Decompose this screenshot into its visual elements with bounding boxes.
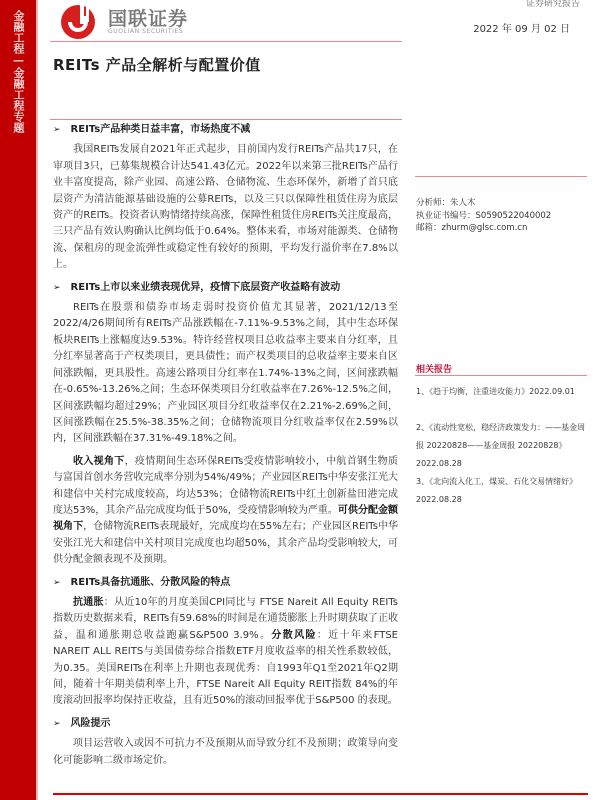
related-report-item[interactable]: 1、《趋于均衡，注重进攻能力》2022.09.01 <box>416 387 575 396</box>
paragraph <box>53 142 398 273</box>
paragraph <box>53 736 398 769</box>
section-heading: REITs产品种类日益丰富，市场热度不减 <box>70 124 251 135</box>
page-title: REITs 产品全解析与配置价值 <box>53 56 261 74</box>
analyst-divider <box>415 176 587 177</box>
paragraph-text: ：近十年来FTSE NAREIT ALL REITS与美国债券综合指数ETF月度收益率的相关性系数较低，为0.35。美国REITs在利率上升期也表现优秀：自1993年Q1至2021年Q2期间，随着十年期美债利率上升，FTSE Nareit All Equity REIT指数 84%的年度滚动回报率均保持正收益，且有近50%的滚动回报率优于S&P500 的表现。 <box>53 629 398 707</box>
analyst-email[interactable]: zhurm@glsc.com.cn <box>441 223 528 233</box>
analyst-label: 分析师： <box>416 198 451 208</box>
footer-divider <box>53 793 588 795</box>
paragraph-text: 项目运营收入或因不可抗力不及预期从而导致分红不及预期；政策导向变化可能影响二级市场定价。 <box>53 738 398 766</box>
arrow-bullet-icon: ➢ <box>53 125 61 135</box>
bold-lead: 分散风险 <box>271 629 317 641</box>
paragraph-text: 我国REITs发展自2021年正式起步，目前国内发行REITs产品共17只，在审项目3只，已募集规模合计达541.43亿元。2022年以来第三批REITs产品行业丰富度提高，除产业园、高速公路、仓储物流、生态环保外，新增了首只底层资产为清洁能源基础设施的公募REITs，以及三只以保障性租赁住房为底层资产的REITs。投资者认购情绪持续高涨，保障性租赁住房REITs关注度最高，三只产品有效认购确认比例均低于0.64%。整体来看，市场对能源类、仓储物流、保租房的现金流弹性或稳定性有较好的预期，平均发行溢价率在7.8%以上。 <box>53 144 398 271</box>
report-type: 证券研究报告 <box>525 0 580 9</box>
arrow-bullet-icon: ➢ <box>53 577 61 588</box>
section-heading: REITs上市以来业绩表现优异，疫情下底层资产收益略有波动 <box>70 281 341 293</box>
header-divider <box>50 41 402 42</box>
arrow-bullet-icon: ➢ <box>53 282 61 293</box>
sidebar-band <box>0 0 38 800</box>
related-report-item[interactable]: 3、《北向流入化工，煤炭、石化交易情绪好》2022.08.28 <box>416 477 578 504</box>
logo-icon <box>58 0 102 40</box>
bold-lead: 可供分配金额视角下 <box>53 504 399 533</box>
section <box>53 716 398 769</box>
related-divider <box>415 375 587 376</box>
analyst-info <box>416 197 588 235</box>
paragraph <box>53 300 398 448</box>
paragraph <box>53 454 398 569</box>
section <box>53 122 398 274</box>
paragraph-text: REITs在股票和债券市场走弱时投资价值尤其显著，2021/12/13至2022/4/26期间所有REITs产品涨跌幅在-7.11%-9.53%之间，其中生态环保板块REITs上涨幅度达9.53%。特许经营权项目总收益率主要来自分红率，且分红率显著高于产权类项目，更具债性；而产权类项目的总收益率主要来自区间涨跌幅，更具股性。高速公路项目分红率在1.74%-13%之间，区间涨跌幅在-0.65%-13.26%之间；生态环保类项目分红收益率在7.26%-12.5%之间，区间涨跌幅均超过29%；产业园区项目分红收益率仅在2.21%-2.69%之间，区间涨跌幅在25.5%-38.35%之间；仓储物流项目分红收益率仅在2.59%以内，区间涨跌幅在37.31%-49.18%之间。 <box>53 302 398 445</box>
related-reports-list <box>416 383 588 509</box>
analyst-name: 朱人木 <box>450 198 476 208</box>
paragraph <box>53 595 398 710</box>
paragraph-text: ，疫情期间生态环保REITs受疫情影响较小，中航首钢生物质与富国首创水务营收完成率分别为54%/49%；产业园区REITs中华安张江光大和建信中关村完成度较高，均达53%；仓储物流REITs中红土创新盐田港完成度达53%，其余产品完成度均低于50%，受疫情影响较为严重。 <box>53 455 398 516</box>
cert-label: 执业证书编号： <box>416 210 476 221</box>
section <box>53 280 398 569</box>
summary-body <box>53 122 398 775</box>
bold-lead: 收入视角下 <box>73 455 125 467</box>
section-heading: REITs具备抗通胀、分散风险的特点 <box>70 576 231 588</box>
section-heading: 风险提示 <box>70 717 111 729</box>
paragraph-text: ：从近10年的月度美国CPI同比与 FTSE Nareit All Equity REITs指数历史数据来看，REITs有59.68%的时间是在通货膨胀上升时期获取了正收益，温和通胀期总收益跑赢S&P500 3.9%。 <box>53 596 398 641</box>
section <box>53 575 398 710</box>
related-report-item[interactable]: 2、《流动性宽松，稳经济政策发力：——基金周报 20220828——基金周报 20220828》2022.08.28 <box>416 423 586 468</box>
paragraph-text: ，仓储物流REITs表现最好，完成度均在55%左右；产业园区REITs中华安张江光大和建信中关村项目完成度也均超50%，其余产品均受影响较大，可供分配金额表现不及预期。 <box>53 521 399 566</box>
bold-lead: 抗通胀 <box>73 596 104 608</box>
related-reports-heading: 相关报告 <box>416 365 453 375</box>
email-label: 邮箱： <box>416 223 442 233</box>
cert-number: S0590522040002 <box>475 210 552 221</box>
company-logo <box>58 0 218 40</box>
arrow-bullet-icon: ➢ <box>53 718 61 729</box>
logo-english: GUOLIAN SECURITIES <box>108 28 184 35</box>
logo-name: 国联证券 <box>108 8 189 30</box>
sidebar-category: 金融工程—金融工程专题 <box>12 10 25 133</box>
summary-divider <box>50 119 402 120</box>
report-date: 2022 年 09 月 02 日 <box>473 24 570 35</box>
